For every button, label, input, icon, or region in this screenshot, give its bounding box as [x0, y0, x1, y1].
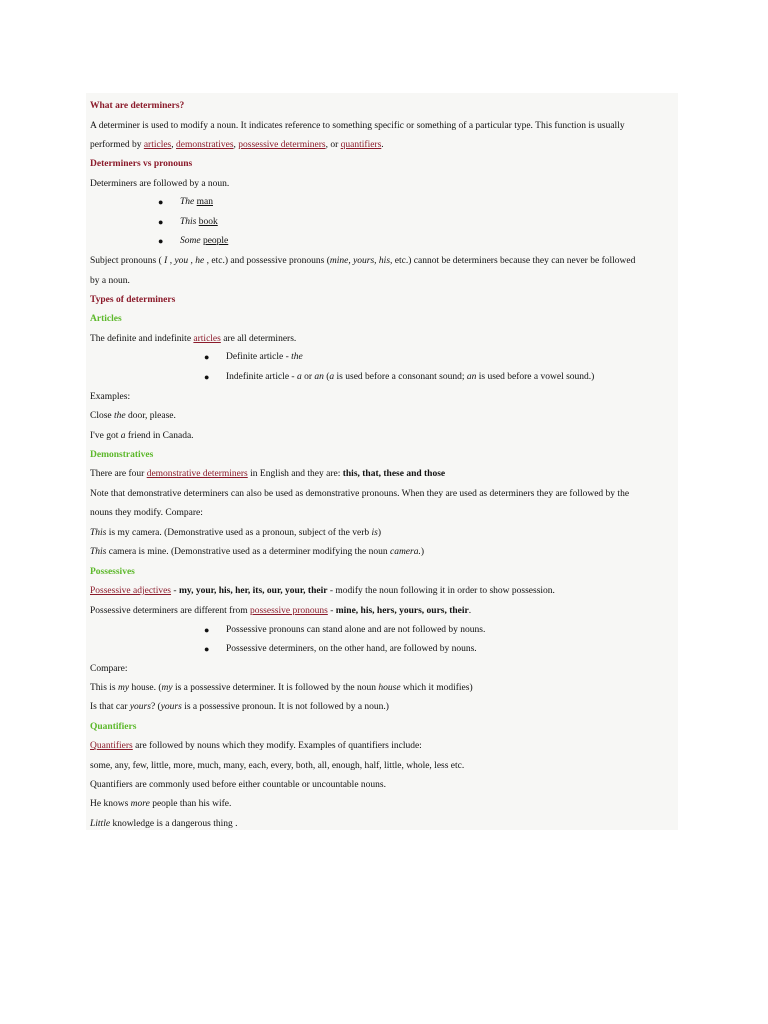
- possessive-example-2: [90, 701, 389, 713]
- paragraph-demonstratives-3: nouns they modify. Compare:: [90, 508, 203, 518]
- text: mine, yours, his,: [329, 256, 393, 266]
- text: camera is mine. (Demonstrative used as a determiner modifying the noun: [106, 547, 390, 557]
- quantifier-example-2: [90, 818, 238, 830]
- text: -: [171, 586, 179, 596]
- text: Subject pronouns (: [90, 256, 165, 266]
- bullet-icon: ●: [204, 644, 210, 654]
- heading-types-of-determiners: Types of determiners: [90, 295, 176, 305]
- text: This: [90, 528, 107, 538]
- text: ): [377, 528, 382, 538]
- text: is: [371, 528, 378, 538]
- text: This is: [90, 683, 118, 693]
- text: is a possessive determiner. It is followed by the noun: [172, 683, 379, 693]
- compare-label: Compare:: [90, 664, 128, 674]
- example-1: [90, 410, 176, 422]
- text: camera.: [389, 547, 421, 557]
- text: .: [468, 606, 472, 616]
- text: or: [301, 372, 315, 382]
- text: etc.) cannot be determiners because they can never be followed: [392, 256, 636, 266]
- text: which it modifies): [400, 683, 473, 693]
- document-page: [86, 93, 678, 830]
- text: Close: [90, 411, 115, 421]
- example-2: [90, 430, 194, 442]
- paragraph-followed-by-noun: Determiners are followed by a noun.: [90, 179, 230, 189]
- text: .: [381, 140, 384, 150]
- bullet-icon: ●: [158, 236, 164, 246]
- text: in English and they are:: [247, 469, 343, 479]
- text: friend in Canada.: [125, 431, 194, 441]
- text: This: [90, 547, 107, 557]
- text: more: [130, 799, 150, 809]
- text: performed by: [90, 140, 144, 150]
- text: is my camera. (Demonstrative used as a pronoun, subject of the verb: [106, 528, 372, 538]
- text: ,: [233, 140, 239, 150]
- text: yours: [160, 702, 182, 712]
- text: (: [323, 372, 330, 382]
- paragraph-articles: [90, 333, 296, 345]
- text: ? (: [150, 702, 161, 712]
- bullet-icon: ●: [158, 197, 164, 207]
- list-item: [204, 371, 595, 383]
- text: are followed by nouns which they modify. Examples of quantifiers include:: [132, 741, 422, 751]
- subheading-demonstratives: Demonstratives: [90, 450, 154, 460]
- text: house: [378, 683, 401, 693]
- text: a: [120, 431, 126, 441]
- link-possessive-pronouns[interactable]: possessive pronouns: [249, 606, 328, 616]
- text: -: [327, 606, 336, 616]
- paragraph-pronouns: [90, 255, 635, 267]
- link-articles-2[interactable]: articles: [193, 334, 221, 344]
- text: this, that, these and those: [342, 469, 446, 479]
- text: Is that car: [90, 702, 130, 712]
- text: a: [329, 372, 335, 382]
- bullet-icon: ●: [204, 352, 210, 362]
- text: Possessive pronouns can stand alone and are not followed by nouns.: [226, 625, 486, 635]
- noun-word: people: [202, 236, 229, 246]
- text: He knows: [90, 799, 131, 809]
- text: my: [161, 683, 173, 693]
- text: Possessive determiners, on the other hand, are followed by nouns.: [226, 644, 477, 654]
- text: , etc.) and possessive pronouns (: [204, 256, 330, 266]
- list-item: [204, 351, 303, 363]
- link-quantifiers[interactable]: quantifiers: [340, 140, 382, 150]
- text: yours: [129, 702, 151, 712]
- paragraph-quantifiers-2: Quantifiers are commonly used before either countable or uncountable nouns.: [90, 780, 386, 790]
- paragraph-intro-2: [90, 139, 384, 151]
- demonstrative-example-1: [90, 527, 381, 539]
- link-articles[interactable]: articles: [143, 140, 172, 150]
- paragraph-demonstratives-2: Note that demonstrative determiners can also be used as demonstrative pronouns. When they are used as determiners they are followed by the: [90, 489, 630, 499]
- link-quantifiers-2[interactable]: Quantifiers: [90, 741, 133, 751]
- text: is used before a consonant sound;: [334, 372, 467, 382]
- text: is a possessive pronoun. It is not followed by a noun.): [181, 702, 389, 712]
- text: Indefinite article -: [226, 372, 297, 382]
- text: Definite article -: [226, 352, 292, 362]
- text: are all determiners.: [220, 334, 297, 344]
- text: house. (: [129, 683, 162, 693]
- demonstrative-example-2: [90, 546, 424, 558]
- text: - modify the noun following it in order to show possession.: [327, 586, 555, 596]
- determiner-word: Some: [180, 236, 201, 246]
- text: my: [117, 683, 130, 693]
- text: the: [291, 352, 303, 362]
- text: mine, his, hers, yours, ours, their: [335, 606, 469, 616]
- determiner-word: This: [180, 217, 197, 227]
- text: Little: [90, 819, 111, 829]
- text: knowledge is a dangerous thing .: [110, 819, 238, 829]
- paragraph-possessives-1: [90, 585, 555, 597]
- text: I've got: [90, 431, 121, 441]
- list-item: [158, 235, 229, 247]
- paragraph-possessives-2: [90, 605, 471, 617]
- text: The definite and indefinite: [90, 334, 194, 344]
- examples-label: Examples:: [90, 392, 131, 402]
- bullet-icon: ●: [158, 217, 164, 227]
- heading-determiners-vs-pronouns: Determiners vs pronouns: [90, 159, 193, 169]
- subheading-quantifiers: Quantifiers: [90, 722, 137, 732]
- list-item: [158, 216, 218, 228]
- noun-word: book: [198, 217, 218, 227]
- subheading-possessives: Possessives: [90, 567, 135, 577]
- link-demonstrative-determiners[interactable]: demonstrative determiners: [146, 469, 248, 479]
- text: is used before a vowel sound.): [476, 372, 595, 382]
- text: an: [466, 372, 477, 382]
- paragraph-quantifiers-1: [90, 740, 422, 752]
- list-item: [204, 624, 486, 636]
- link-demonstratives[interactable]: demonstratives: [176, 140, 234, 150]
- link-possessive-adjectives[interactable]: Possessive adjectives: [90, 586, 172, 596]
- heading-what-are-determiners: What are determiners?: [90, 101, 185, 111]
- link-possessive-determiners[interactable]: possessive determiners: [238, 140, 326, 150]
- list-item: [158, 196, 213, 208]
- determiner-word: The: [180, 197, 195, 207]
- paragraph-intro-1: A determiner is used to modify a noun. It indicates reference to something specific or something of a particular type. This function is usually: [90, 121, 625, 131]
- text: ,: [171, 140, 177, 150]
- text: my, your, his, her, its, our, your, their: [178, 586, 328, 596]
- text: people than his wife.: [149, 799, 232, 809]
- text: a: [296, 372, 302, 382]
- paragraph-pronouns-cont: by a noun.: [90, 276, 130, 286]
- text: Possessive determiners are different from: [90, 606, 250, 616]
- subheading-articles: Articles: [90, 314, 122, 324]
- text: , or: [325, 140, 341, 150]
- text: door, please.: [125, 411, 176, 421]
- noun-word: man: [196, 197, 213, 207]
- possessive-example-1: [90, 682, 473, 694]
- paragraph-demonstratives-1: [90, 468, 445, 480]
- text: I , you , he: [164, 256, 205, 266]
- quantifier-list: some, any, few, little, more, much, many, each, every, both, all, enough, half, little, whole, less etc.: [90, 761, 465, 771]
- text: ): [420, 547, 425, 557]
- quantifier-example-1: [90, 798, 231, 810]
- list-item: [204, 643, 477, 655]
- text: There are four: [90, 469, 147, 479]
- bullet-icon: ●: [204, 625, 210, 635]
- text: an: [314, 372, 324, 382]
- bullet-icon: ●: [204, 372, 210, 382]
- text: the: [114, 411, 126, 421]
